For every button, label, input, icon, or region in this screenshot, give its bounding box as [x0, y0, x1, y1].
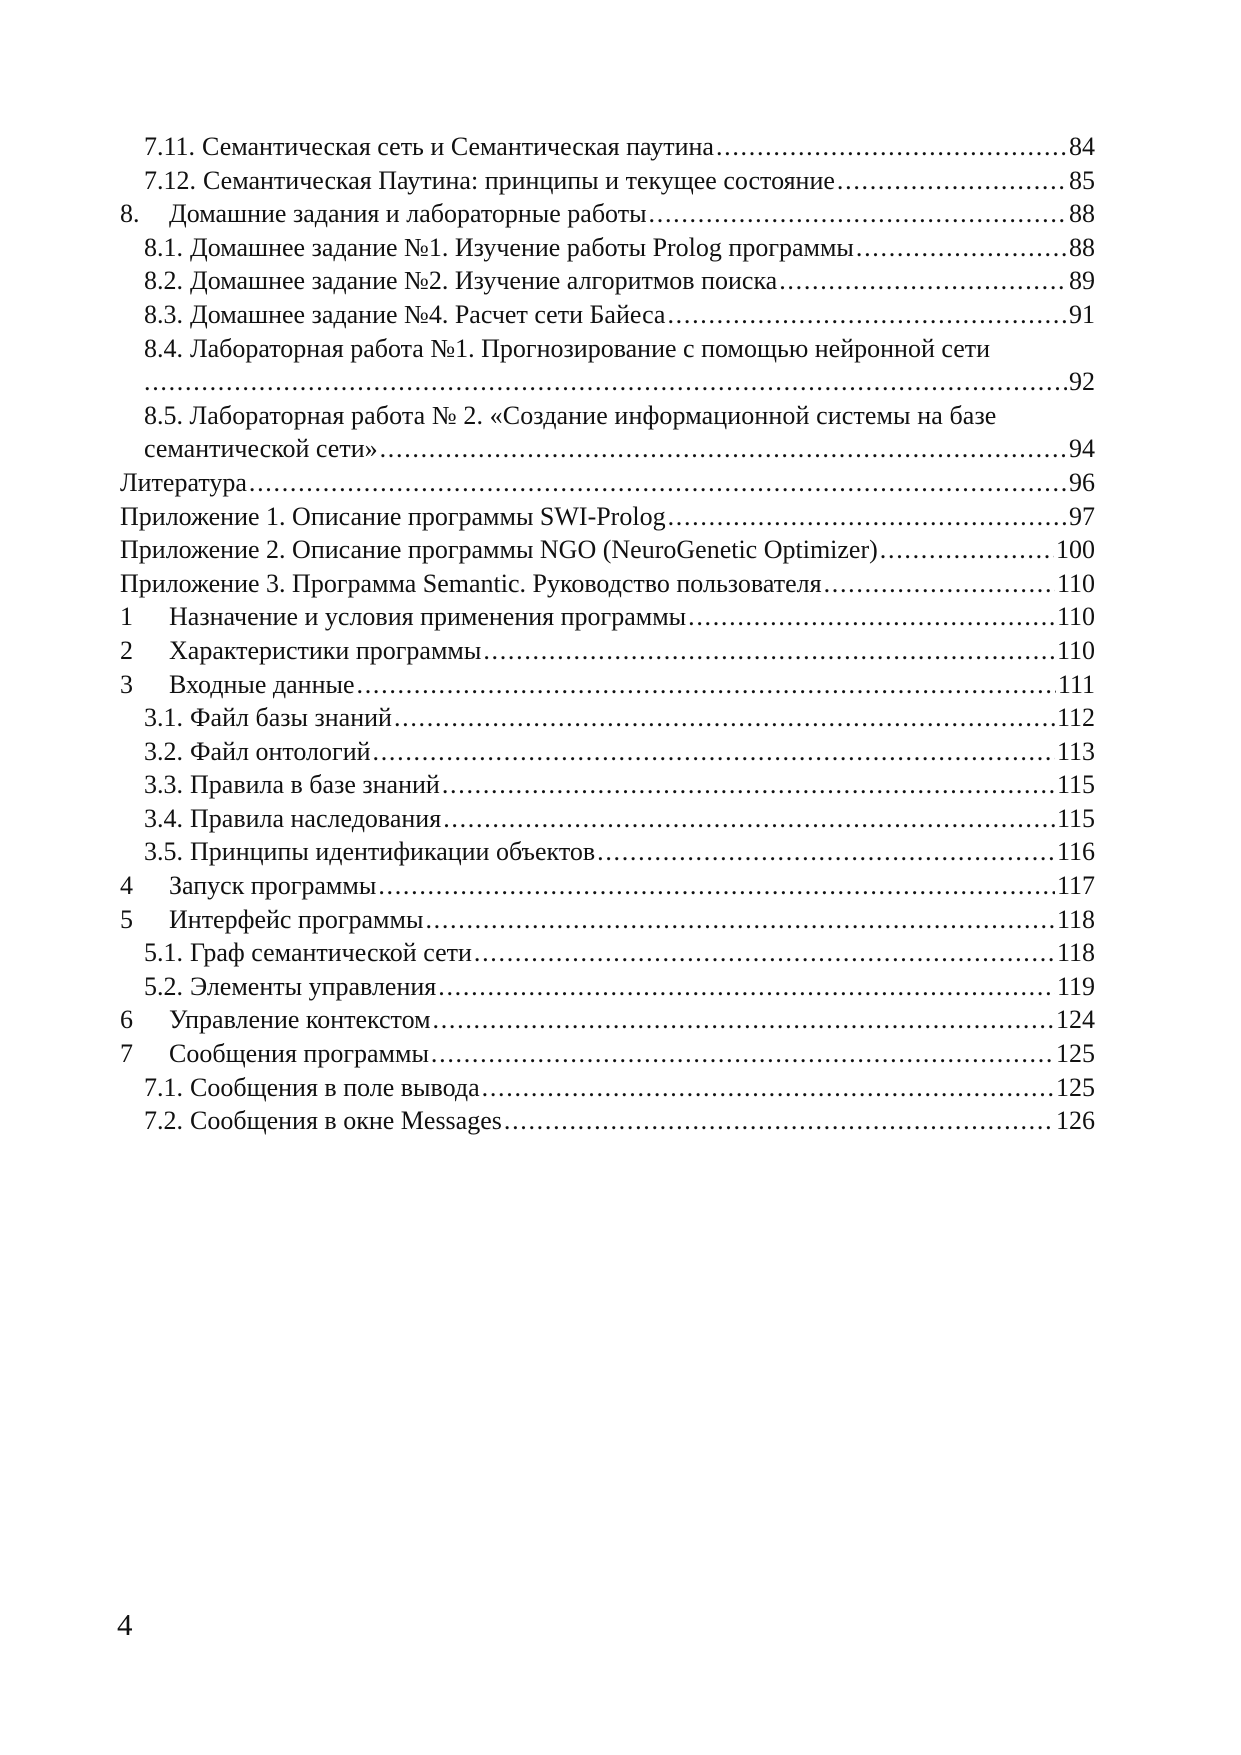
toc-entry-page: 92: [1069, 367, 1095, 397]
toc-entry-page: 115: [1056, 770, 1095, 800]
toc-entry-title: Правила в базе знаний: [190, 770, 440, 800]
dot-leader: [438, 970, 1055, 1004]
dot-leader: [425, 903, 1055, 937]
toc-entry-page: 112: [1056, 703, 1095, 733]
toc-entry-title: Управление контекстом: [169, 1005, 431, 1035]
toc-entry-title: Правила наследования: [190, 803, 442, 833]
toc-entry: [120, 735, 1095, 769]
toc-entry-page: 94: [1069, 434, 1095, 464]
toc-entry-page: 89: [1069, 266, 1095, 296]
toc-entry-title: Семантическая сеть и Семантическая паутина: [202, 132, 714, 161]
toc-entry-title: Домашнее задание №1. Изучение работы Prolog программы: [190, 232, 854, 262]
toc-entry-page: 110: [1056, 635, 1095, 665]
toc-entry-title-continuation: семантической сети»: [144, 434, 378, 464]
toc-entry-page: 84: [1069, 132, 1095, 161]
toc-entry: [120, 332, 1095, 366]
toc-entry-title: Элементы управления: [190, 971, 437, 1001]
toc-entry: [120, 634, 1095, 668]
toc-entry-page: 124: [1056, 1005, 1095, 1035]
toc-entry: [120, 600, 1095, 634]
toc-entry-line: [120, 399, 1095, 433]
page-number: 4: [117, 1607, 133, 1642]
toc-entry: [120, 533, 1095, 567]
toc-entry-page: 119: [1056, 971, 1095, 1001]
table-of-contents: [120, 130, 1095, 1138]
toc-entry-number: 2: [120, 635, 133, 665]
toc-entry-number: 5.2.: [144, 971, 183, 1001]
toc-entry-number: 8.3.: [144, 299, 183, 329]
toc-entry-page: 96: [1069, 467, 1095, 497]
toc-entry-title: Файл онтологий: [190, 736, 371, 766]
dot-leader: [779, 264, 1067, 298]
dot-leader: [373, 735, 1055, 769]
toc-entry: [120, 298, 1095, 332]
dot-leader: [824, 567, 1055, 601]
toc-entry-number: 7.2.: [144, 1106, 183, 1136]
toc-entry-title: Файл базы знаний: [190, 703, 392, 733]
dot-leader: [688, 600, 1055, 634]
dot-leader: [482, 1071, 1054, 1105]
dot-leader: [431, 1037, 1054, 1071]
toc-entry: [120, 936, 1095, 970]
dot-leader: [880, 533, 1054, 567]
toc-entry-page: 88: [1069, 199, 1095, 229]
toc-entry-title: Приложение 1. Описание программы SWI-Prolog: [120, 501, 666, 531]
toc-entry: [120, 432, 1095, 466]
toc-entry-title: Литература: [120, 467, 247, 497]
toc-entry-page: 116: [1056, 837, 1095, 867]
toc-entry: [120, 130, 1095, 164]
toc-entry: [120, 164, 1095, 198]
toc-entry-title: Сообщения программы: [169, 1039, 429, 1069]
toc-entry-page: 91: [1069, 299, 1095, 329]
toc-entry-number: 8.4.: [144, 333, 183, 363]
dot-leader: [394, 701, 1055, 735]
toc-entry-number: 8.5.: [144, 400, 183, 430]
toc-entry-page: 100: [1056, 535, 1095, 565]
toc-entry-title: Запуск программы: [169, 871, 377, 901]
toc-entry-page: 110: [1056, 602, 1095, 632]
toc-entry-number: 5: [120, 904, 133, 934]
toc-entry-page: 117: [1056, 871, 1095, 901]
dot-leader: [357, 668, 1056, 702]
toc-entry: [120, 970, 1095, 1004]
toc-entry-number: 4: [120, 871, 133, 901]
toc-entry: [120, 264, 1095, 298]
dot-leader: [433, 1003, 1054, 1037]
toc-entry-page: 110: [1056, 568, 1095, 598]
dot-leader: [837, 164, 1067, 198]
toc-entry-number: 3.4.: [144, 803, 183, 833]
toc-entry: [120, 1071, 1095, 1105]
toc-entry-number: 7: [120, 1039, 133, 1069]
dot-leader: [144, 365, 1067, 399]
toc-entry: [120, 701, 1095, 735]
toc-entry: [120, 1037, 1095, 1071]
toc-entry-number: 7.1.: [144, 1072, 183, 1102]
dot-leader: [504, 1104, 1054, 1138]
toc-entry-number: 5.1.: [144, 938, 183, 968]
toc-entry-title: Характеристики программы: [169, 635, 482, 665]
toc-entry: [120, 802, 1095, 836]
toc-entry-title: Сообщения в окне Messages: [190, 1106, 502, 1136]
toc-entry-number: 3: [120, 669, 133, 699]
toc-entry-page: 85: [1069, 165, 1095, 195]
dot-leader: [474, 936, 1055, 970]
toc-entry: [120, 768, 1095, 802]
toc-entry-title: Семантическая Паутина: принципы и текущее состояние: [203, 165, 835, 195]
toc-entry-page: 125: [1056, 1072, 1095, 1102]
toc-entry-title: Домашние задания и лабораторные работы: [169, 199, 647, 229]
toc-entry-page: 97: [1069, 501, 1095, 531]
toc-entry-page: 111: [1057, 669, 1095, 699]
toc-entry: [120, 1003, 1095, 1037]
toc-entry-number: 3.2.: [144, 736, 183, 766]
toc-entry-number: 3.5.: [144, 837, 183, 867]
toc-entry-title: Приложение 2. Описание программы NGO (NeuroGenetic Optimizer): [120, 535, 878, 565]
dot-leader: [716, 130, 1067, 164]
dot-leader: [483, 634, 1055, 668]
dot-leader: [668, 500, 1067, 534]
toc-entry-title: Принципы идентификации объектов: [190, 837, 596, 867]
dot-leader: [380, 432, 1067, 466]
toc-entry-title: Входные данные: [169, 669, 355, 699]
toc-entry-number: 1: [120, 602, 133, 632]
toc-entry-title: Приложение 3. Программа Semantic. Руководство пользователя: [120, 568, 822, 598]
toc-entry: [120, 1104, 1095, 1138]
toc-entry: [120, 466, 1095, 500]
dot-leader: [442, 768, 1055, 802]
dot-leader: [856, 231, 1067, 265]
toc-entry: [120, 231, 1095, 265]
toc-entry-title: Интерфейс программы: [169, 904, 424, 934]
toc-entry-page: 126: [1056, 1106, 1095, 1136]
toc-entry: [120, 869, 1095, 903]
toc-entry-number: 3.3.: [144, 770, 183, 800]
toc-entry-title: Домашнее задание №4. Расчет сети Байеса: [190, 299, 666, 329]
toc-entry: [120, 567, 1095, 601]
dot-leader: [249, 466, 1067, 500]
toc-entry-page: 115: [1056, 803, 1095, 833]
toc-entry-number: 3.1.: [144, 703, 183, 733]
dot-leader: [667, 298, 1067, 332]
toc-entry-title: Домашнее задание №2. Изучение алгоритмов поиска: [190, 266, 778, 296]
toc-entry-title: Лабораторная работа № 2. «Создание информационной системы на базе: [189, 400, 997, 430]
toc-entry: [120, 197, 1095, 231]
toc-entry-number: 8.2.: [144, 266, 183, 296]
toc-entry-number: 6: [120, 1005, 133, 1035]
toc-entry-title: Лабораторная работа №1. Прогнозирование с помощью нейронной сети: [190, 333, 991, 363]
toc-entry: [120, 903, 1095, 937]
toc-entry-number: 8.1.: [144, 232, 183, 262]
toc-entry-page: 118: [1056, 938, 1095, 968]
toc-entry-title: Сообщения в поле вывода: [190, 1072, 480, 1102]
toc-entry-title: Назначение и условия применения программы: [169, 602, 687, 632]
toc-entry-number: 7.12.: [144, 165, 196, 195]
dot-leader: [443, 802, 1055, 836]
dot-leader: [649, 197, 1067, 231]
toc-entry-page: 118: [1056, 904, 1095, 934]
toc-entry-page: 88: [1069, 232, 1095, 262]
toc-entry-number: 7.11.: [144, 132, 196, 161]
toc-entry-continuation: [120, 365, 1095, 399]
toc-entry-page: 125: [1056, 1039, 1095, 1069]
toc-entry: [120, 668, 1095, 702]
toc-entry-title: Граф семантической сети: [190, 938, 472, 968]
toc-entry-page: 113: [1056, 736, 1095, 766]
toc-entry-number: 8.: [120, 199, 140, 229]
toc-entry: [120, 835, 1095, 869]
dot-leader: [597, 835, 1055, 869]
dot-leader: [378, 869, 1055, 903]
toc-entry: [120, 500, 1095, 534]
